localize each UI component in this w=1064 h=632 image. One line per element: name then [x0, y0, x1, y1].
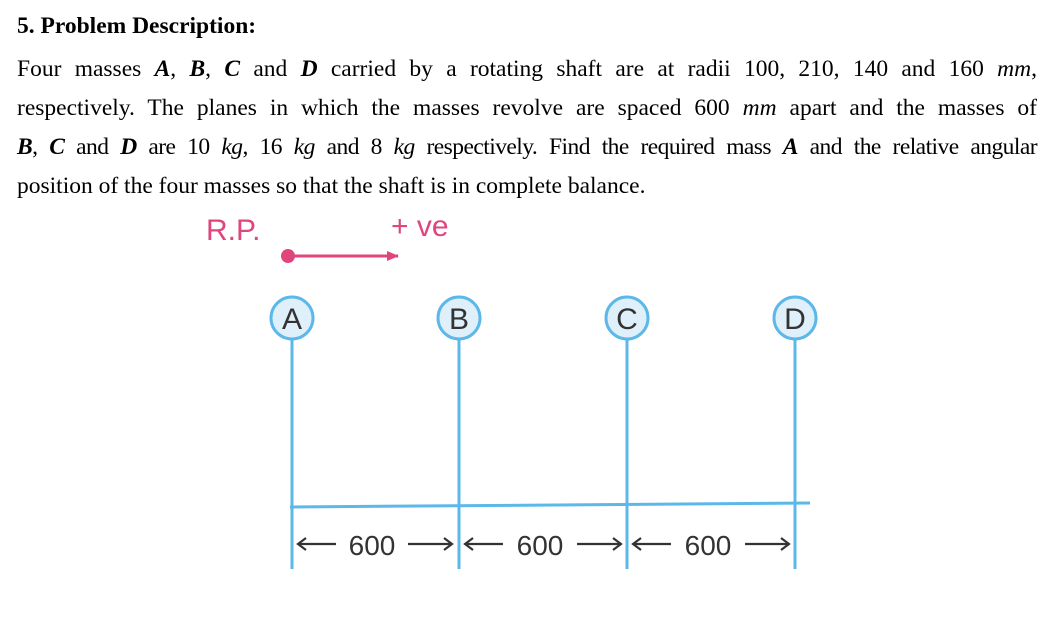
- plane-a-label: A: [281, 303, 303, 336]
- description-line-3: B, C and D are 10 kg, 16 kg and 8 kg respectively. Find the required mass A and the relative angular: [17, 134, 1037, 160]
- reference-plane-label: R.P.: [206, 214, 261, 247]
- plane-b-label: B: [448, 303, 470, 336]
- shaft-line: [290, 503, 810, 507]
- description-line-2: respectively. The planes in which the masses revolve are spaced 600 mm apart and the masses of: [17, 95, 1037, 121]
- plane-d-label: D: [784, 303, 806, 336]
- spacing-label-bc: 600: [516, 530, 564, 561]
- description-line-4: position of the four masses so that the shaft is in complete balance.: [17, 173, 646, 199]
- spacing-label-cd: 600: [684, 530, 732, 561]
- problem-heading: 5. Problem Description:: [17, 13, 257, 39]
- description-line-1: Four masses A, B, C and D carried by a rotating shaft are at radii 100, 210, 140 and 160 mm,: [17, 56, 1037, 82]
- positive-direction-label: + ve: [391, 210, 449, 243]
- spacing-label-ab: 600: [348, 530, 396, 561]
- plane-c-label: C: [616, 303, 638, 336]
